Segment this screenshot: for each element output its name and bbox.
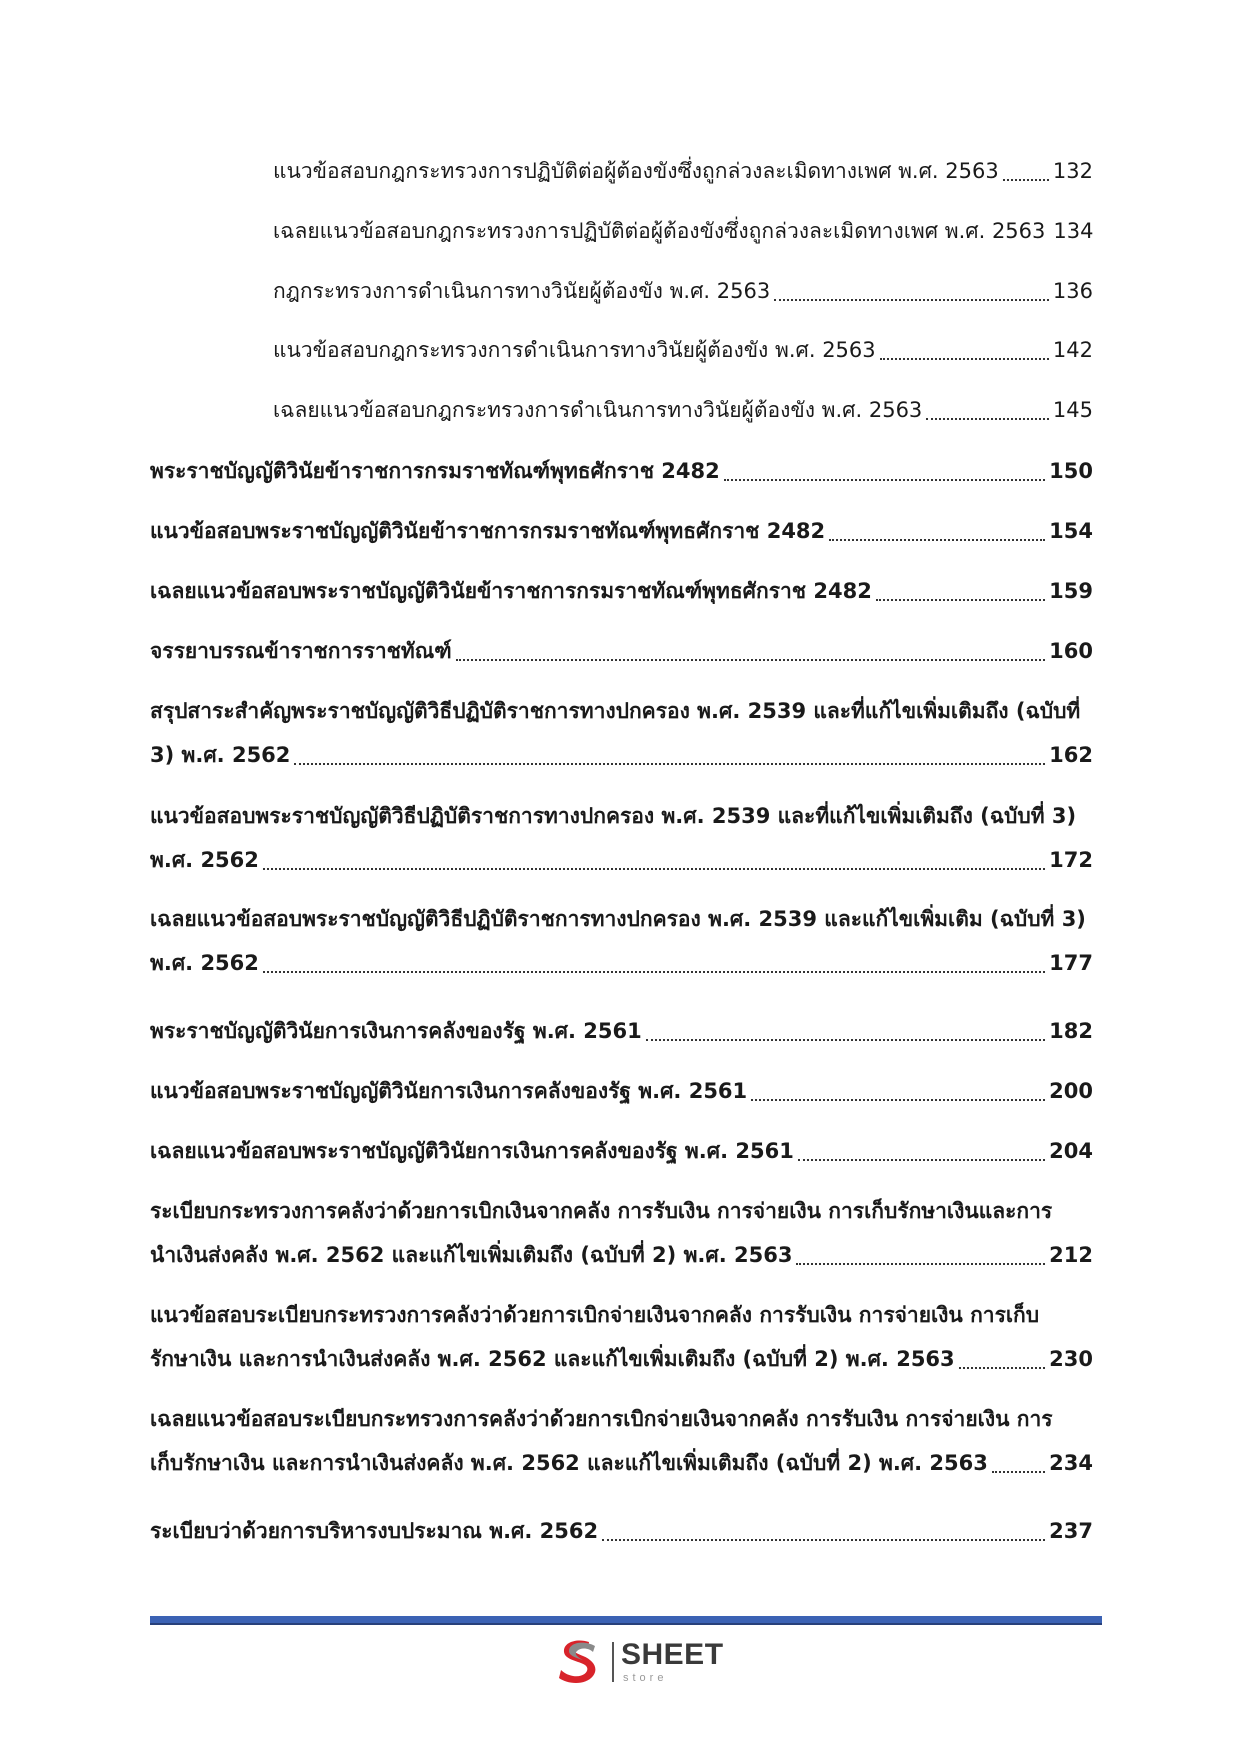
leader-dots <box>796 1263 1045 1265</box>
toc-page-number: 172 <box>1049 848 1093 872</box>
toc-entry[interactable] <box>273 209 1093 253</box>
toc-entry-title: แนวข้อสอบพระราชบัญญัติวินัยข้าราชการกรมราชทัณฑ์พุทธศักราช 2482 <box>150 519 826 543</box>
toc-entry[interactable] <box>273 149 1093 193</box>
leader-dots <box>992 1471 1045 1473</box>
toc-page-number: 145 <box>1052 398 1093 422</box>
toc-entry[interactable] <box>150 1129 1093 1173</box>
toc-page-number: 162 <box>1049 743 1093 767</box>
toc-entry[interactable] <box>273 388 1093 432</box>
toc-entry-title-line2: เก็บรักษาเงิน และการนำเงินส่งคลัง พ.ศ. 2562 และแก้ไขเพิ่มเติมถึง (ฉบับที่ 2) พ.ศ. 2563 <box>150 1451 988 1475</box>
toc-page-number: 204 <box>1049 1139 1093 1163</box>
toc-entry[interactable] <box>150 897 1093 985</box>
toc-entry-title-line2: รักษาเงิน และการนำเงินส่งคลัง พ.ศ. 2562 และแก้ไขเพิ่มเติมถึง (ฉบับที่ 2) พ.ศ. 2563 <box>150 1347 955 1371</box>
toc-page-number: 132 <box>1052 159 1093 183</box>
toc-page-number: 142 <box>1052 338 1093 362</box>
toc-entry-title-line1: สรุปสาระสำคัญพระราชบัญญัติวิธีปฏิบัติราชการทางปกครอง พ.ศ. 2539 และที่แก้ไขเพิ่มเติมถึง (ฉบับที่ <box>150 699 1081 723</box>
toc-entry-title-line1: แนวข้อสอบระเบียบกระทรวงการคลังว่าด้วยการเบิกจ่ายเงินจากคลัง การรับเงิน การจ่ายเงิน การเก็บ <box>150 1303 1040 1327</box>
leader-dots <box>926 418 1049 420</box>
toc-page-number: 182 <box>1049 1019 1093 1043</box>
toc-page-number: 237 <box>1049 1519 1093 1543</box>
toc-entry[interactable] <box>150 449 1093 493</box>
toc-entry-title: แนวข้อสอบพระราชบัญญัติวินัยการเงินการคลังของรัฐ พ.ศ. 2561 <box>150 1079 748 1103</box>
toc-entry-title-line1: ระเบียบกระทรวงการคลังว่าด้วยการเบิกเงินจากคลัง การรับเงิน การจ่ายเงิน การเก็บรักษาเงินและการ <box>150 1199 1053 1223</box>
leader-dots <box>294 763 1045 765</box>
toc-entry-title: เฉลยแนวข้อสอบพระราชบัญญัติวินัยข้าราชการกรมราชทัณฑ์พุทธศักราช 2482 <box>150 579 872 603</box>
toc-entry[interactable] <box>150 1293 1093 1381</box>
toc-entry-title-line1: เฉลยแนวข้อสอบระเบียบกระทรวงการคลังว่าด้วยการเบิกจ่ายเงินจากคลัง การรับเงิน การจ่ายเงิน การ <box>150 1407 1053 1431</box>
toc-entry[interactable] <box>150 1189 1093 1277</box>
toc-entry[interactable] <box>150 1509 1093 1553</box>
toc-entry-title-line1: เฉลยแนวข้อสอบพระราชบัญญัติวิธีปฏิบัติราชการทางปกครอง พ.ศ. 2539 และแก้ไขเพิ่มเติม (ฉบับที่ 3) <box>150 907 1086 931</box>
toc-entry[interactable] <box>273 328 1093 372</box>
toc-entry[interactable] <box>150 1009 1093 1053</box>
leader-dots <box>602 1539 1045 1541</box>
toc-entry-title-line2: พ.ศ. 2562 <box>150 951 259 975</box>
leader-dots <box>798 1159 1045 1161</box>
toc-entry[interactable] <box>150 794 1093 882</box>
toc-page-number: 230 <box>1049 1347 1093 1371</box>
footer-rule <box>150 1616 1102 1625</box>
leader-dots <box>646 1039 1045 1041</box>
s-logo-icon <box>555 1636 603 1686</box>
toc-entry-title-line1: แนวข้อสอบพระราชบัญญัติวิธีปฏิบัติราชการทางปกครอง พ.ศ. 2539 และที่แก้ไขเพิ่มเติมถึง (ฉบับที่ 3) <box>150 804 1077 828</box>
leader-dots <box>456 659 1045 661</box>
toc-entry-title: แนวข้อสอบกฎกระทรวงการปฏิบัติต่อผู้ต้องขังซึ่งถูกล่วงละเมิดทางเพศ พ.ศ. 2563 <box>273 159 999 183</box>
leader-dots <box>774 299 1049 301</box>
leader-dots <box>751 1099 1045 1101</box>
toc-page-number: 136 <box>1052 279 1093 303</box>
toc-entry-title: กฎกระทรวงการดำเนินการทางวินัยผู้ต้องขัง พ.ศ. 2563 <box>273 279 771 303</box>
toc-entry-title-line2: นำเงินส่งคลัง พ.ศ. 2562 และแก้ไขเพิ่มเติมถึง (ฉบับที่ 2) พ.ศ. 2563 <box>150 1243 793 1267</box>
toc-page-number: 200 <box>1049 1079 1093 1103</box>
toc-entry[interactable] <box>150 509 1093 553</box>
leader-dots <box>263 868 1045 870</box>
toc-page-number: 212 <box>1049 1243 1093 1267</box>
leader-dots <box>829 539 1045 541</box>
leader-dots <box>876 599 1045 601</box>
toc-entry-title: เฉลยแนวข้อสอบกฎกระทรวงการดำเนินการทางวินัยผู้ต้องขัง พ.ศ. 2563 <box>273 398 923 422</box>
toc-page-number: 177 <box>1049 951 1093 975</box>
toc-entry-title: จรรยาบรรณข้าราชการราชทัณฑ์ <box>150 639 452 663</box>
leader-dots <box>959 1367 1046 1369</box>
brand-subtitle: store <box>623 1672 668 1684</box>
toc-entry[interactable] <box>150 1397 1093 1485</box>
brand-name: SHEET <box>621 1638 724 1671</box>
leader-dots <box>263 971 1045 973</box>
toc-page-number: 234 <box>1049 1451 1093 1475</box>
toc-entry-title: พระราชบัญญัติวินัยข้าราชการกรมราชทัณฑ์พุทธศักราช 2482 <box>150 459 720 483</box>
toc-entry-title: เฉลยแนวข้อสอบกฎกระทรวงการปฏิบัติต่อผู้ต้องขังซึ่งถูกล่วงละเมิดทางเพศ พ.ศ. 2563 <box>273 219 1046 243</box>
toc-entry-title-line2: พ.ศ. 2562 <box>150 848 259 872</box>
toc-entry[interactable] <box>273 269 1093 313</box>
toc-entry[interactable] <box>150 1069 1093 1113</box>
leader-dots <box>1003 179 1049 181</box>
toc-page-number: 134 <box>1053 219 1094 243</box>
toc-entry-title: ระเบียบว่าด้วยการบริหารงบประมาณ พ.ศ. 2562 <box>150 1519 599 1543</box>
toc-page-number: 150 <box>1049 459 1093 483</box>
toc-page-number: 154 <box>1049 519 1093 543</box>
toc-entry-title-line2: 3) พ.ศ. 2562 <box>150 743 291 767</box>
toc-entry[interactable] <box>150 689 1093 777</box>
toc-entry-title: แนวข้อสอบกฎกระทรวงการดำเนินการทางวินัยผู้ต้องขัง พ.ศ. 2563 <box>273 338 876 362</box>
toc-entry-title: พระราชบัญญัติวินัยการเงินการคลังของรัฐ พ.ศ. 2561 <box>150 1019 642 1043</box>
toc-page-number: 160 <box>1049 639 1093 663</box>
leader-dots <box>724 479 1045 481</box>
toc-entry[interactable] <box>150 629 1093 673</box>
toc-page-number: 159 <box>1049 579 1093 603</box>
logo-divider <box>612 1642 614 1682</box>
toc-entry-title: เฉลยแนวข้อสอบพระราชบัญญัติวินัยการเงินการคลังของรัฐ พ.ศ. 2561 <box>150 1139 794 1163</box>
leader-dots <box>880 358 1049 360</box>
sheet-store-logo <box>555 1634 725 1690</box>
toc-entry[interactable] <box>150 569 1093 613</box>
